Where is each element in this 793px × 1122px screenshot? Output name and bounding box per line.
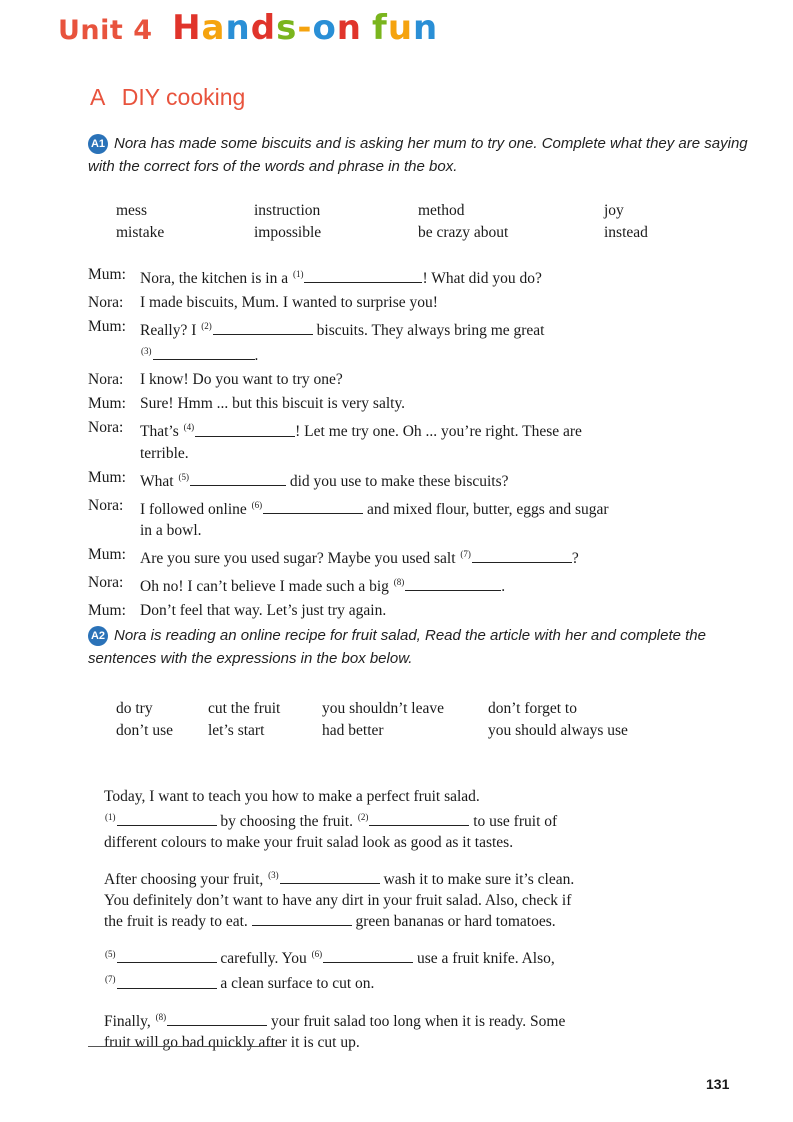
title-letter: u: [387, 8, 414, 48]
title-letter: s: [276, 8, 298, 48]
speaker: Nora:: [88, 371, 124, 389]
dialogue-line: [88, 264, 728, 289]
title-letter: -: [297, 8, 313, 48]
answer-blank[interactable]: [263, 500, 363, 514]
blank-number: (8): [393, 577, 405, 588]
box-phrase: don’t forget to: [488, 700, 577, 717]
text-segment: .: [501, 578, 506, 596]
blank-number: (5): [178, 471, 189, 482]
answer-blank[interactable]: [472, 549, 572, 563]
box-word: mistake: [116, 224, 165, 241]
text-segment: fruit will go bad quickly after it is cut up.: [104, 1033, 360, 1051]
box-phrase: had better: [322, 722, 384, 739]
exercise-a2-badge: A2: [88, 626, 108, 646]
text-segment: Oh no! I can’t believe I made such a big: [140, 578, 393, 596]
text-segment: Are you sure you used sugar? Maybe you used salt: [140, 550, 460, 568]
blank-number: (2): [357, 812, 369, 822]
section-heading: [90, 84, 245, 111]
answer-blank[interactable]: [117, 949, 217, 963]
box-word: method: [418, 202, 465, 219]
answer-blank[interactable]: [323, 949, 413, 963]
text-segment: by choosing the fruit.: [216, 813, 357, 831]
speaker: Mum:: [88, 318, 126, 336]
text-segment: the fruit is ready to eat.: [104, 913, 252, 931]
blank-number: (1): [292, 269, 304, 279]
text-segment: did you use to make these biscuits?: [285, 472, 509, 490]
title-letter: d: [250, 8, 277, 48]
dialogue-line: [88, 495, 728, 541]
box-word: impossible: [254, 224, 322, 241]
speaker: Mum:: [88, 602, 126, 620]
text-segment: green bananas or hard tomatoes.: [351, 913, 556, 931]
unit-name: [172, 8, 438, 48]
text-segment: .: [254, 347, 259, 365]
blank-number: (7): [460, 548, 471, 559]
box-phrase: cut the fruit: [208, 700, 281, 717]
text-segment: ! Let me try one. Oh ... you’re right. These are: [295, 423, 582, 441]
dialogue-text: [140, 264, 728, 289]
text-segment: I know! Do you want to try one?: [140, 371, 343, 389]
text-segment: biscuits. They always bring me great: [312, 322, 545, 340]
text-segment: That’s: [140, 423, 183, 441]
answer-blank[interactable]: [369, 812, 469, 826]
dialogue-text: [140, 572, 728, 597]
speaker: Nora:: [88, 496, 124, 514]
box-word: be crazy about: [418, 224, 509, 241]
text-segment: I made biscuits, Mum. I wanted to surprise you!: [140, 294, 438, 312]
speaker: Nora:: [88, 294, 124, 312]
answer-blank[interactable]: [280, 870, 380, 884]
text-segment: wash it to make sure it’s clean.: [379, 871, 575, 889]
unit-title: [58, 8, 438, 48]
text-segment: different colours to make your fruit salad look as good as it tastes.: [104, 834, 514, 852]
word-box: [116, 202, 716, 242]
dialogue-line: [88, 369, 728, 390]
blank-number: (8): [155, 1011, 167, 1022]
box-phrase: you should always use: [488, 722, 628, 739]
title-letter: n: [413, 8, 439, 48]
dialogue-text: [140, 316, 728, 366]
dialogue-line: [88, 544, 728, 569]
text-segment: You definitely don’t want to have any dirt in your fruit salad. Also, check if: [104, 892, 572, 910]
blank-number: (6): [311, 949, 323, 960]
dialogue-line: [88, 600, 728, 621]
text-segment: a clean surface to cut on.: [216, 975, 375, 993]
answer-blank[interactable]: [167, 1012, 267, 1026]
text-segment: use a fruit knife. Also,: [413, 950, 555, 968]
answer-blank[interactable]: [117, 975, 217, 989]
text-segment: Finally,: [104, 1012, 155, 1030]
section-title: DIY cooking: [121, 84, 246, 110]
answer-blank[interactable]: [405, 577, 501, 591]
answer-blank[interactable]: [153, 346, 255, 360]
dialogue-text: [140, 369, 728, 390]
dialogue: [88, 264, 728, 624]
blank-number: (5): [105, 949, 116, 960]
dialogue-text: [140, 467, 728, 492]
box-word: mess: [116, 202, 147, 219]
speaker: Nora:: [88, 574, 124, 592]
dialogue-line: [88, 417, 728, 463]
section-letter: A: [90, 84, 106, 110]
blank-number: (3): [141, 346, 152, 357]
text-segment: your fruit salad too long when it is ready. Some: [267, 1012, 566, 1030]
answer-blank[interactable]: [195, 423, 295, 437]
box-word: joy: [604, 202, 624, 219]
blank-number: (1): [105, 812, 116, 822]
text-segment: Sure! Hmm ... but this biscuit is very salty.: [140, 395, 406, 413]
text-segment: Today, I want to teach you how to make a perfect fruit salad.: [104, 788, 480, 805]
exercise-a2-instruction: [88, 624, 750, 670]
text-segment: carefully. You: [216, 950, 311, 968]
unit-label: Unit 4: [58, 15, 153, 46]
blank-number: (3): [268, 870, 279, 881]
box-phrase: do try: [116, 700, 153, 717]
blank-number: (2): [201, 321, 212, 332]
text-segment: ! What did you do?: [422, 270, 542, 288]
dialogue-line: [88, 292, 728, 313]
title-letter: a: [201, 8, 226, 48]
dialogue-line: [88, 393, 728, 414]
box-phrase: don’t use: [116, 722, 173, 739]
title-letter: n: [336, 8, 363, 48]
answer-blank[interactable]: [252, 912, 352, 926]
text-segment: in a bowl.: [140, 521, 202, 539]
speaker: Mum:: [88, 266, 126, 283]
speaker: Mum:: [88, 395, 126, 413]
text-segment: to use fruit of: [469, 813, 558, 831]
answer-blank[interactable]: [190, 472, 286, 486]
exercise-a2-instruction-text: Nora is reading an online recipe for fruit salad, Read the article with her and complete the sentences with the expressions in the box below.: [88, 627, 706, 667]
article-paragraph: [104, 786, 664, 853]
exercise-a1-instruction-text: Nora has made some biscuits and is asking her mum to try one. Complete what they are saying with the correct fors of the words and phrase in the box.: [88, 135, 748, 175]
text-segment: What: [140, 472, 178, 490]
expression-box: [116, 700, 716, 740]
text-segment: After choosing your fruit,: [104, 871, 268, 889]
text-segment: Nora, the kitchen is in a: [140, 270, 292, 288]
answer-blank[interactable]: [117, 812, 217, 826]
box-phrase: let’s start: [208, 722, 265, 739]
recipe-article: [104, 786, 664, 1065]
text-segment: ?: [571, 550, 579, 568]
title-letter: o: [312, 8, 337, 48]
answer-blank[interactable]: [213, 321, 313, 335]
blank-number: (6): [251, 499, 263, 510]
dialogue-line: [88, 467, 728, 492]
speaker: Mum:: [88, 468, 126, 486]
footer-rule: [88, 1046, 284, 1047]
title-letter: H: [172, 8, 202, 48]
blank-number: (4): [183, 422, 195, 433]
dialogue-line: [88, 316, 728, 366]
box-word: instruction: [254, 202, 321, 219]
box-phrase: you shouldn’t leave: [322, 700, 444, 717]
article-paragraph: [104, 944, 664, 994]
answer-blank[interactable]: [304, 269, 422, 283]
dialogue-text: [140, 292, 728, 313]
blank-number: (7): [105, 974, 116, 985]
article-paragraph: [104, 865, 664, 932]
box-word: instead: [604, 224, 648, 241]
page-number: 131: [706, 1076, 730, 1092]
dialogue-text: [140, 495, 728, 541]
exercise-a1-instruction: [88, 132, 750, 178]
speaker: Mum:: [88, 545, 126, 563]
dialogue-text: [140, 393, 728, 414]
title-letter: f: [372, 8, 388, 48]
text-segment: and mixed flour, butter, eggs and sugar: [363, 500, 609, 518]
dialogue-text: [140, 417, 728, 463]
speaker: Nora:: [88, 419, 124, 437]
text-segment: Really? I: [140, 322, 201, 340]
title-letter: n: [225, 8, 251, 48]
text-segment: Don’t feel that way. Let’s just try again.: [140, 602, 387, 620]
text-segment: I followed online: [140, 500, 251, 518]
dialogue-text: [140, 600, 728, 621]
dialogue-text: [140, 544, 728, 569]
dialogue-line: [88, 572, 728, 597]
text-segment: terrible.: [140, 444, 189, 462]
exercise-a1-badge: A1: [88, 134, 108, 154]
